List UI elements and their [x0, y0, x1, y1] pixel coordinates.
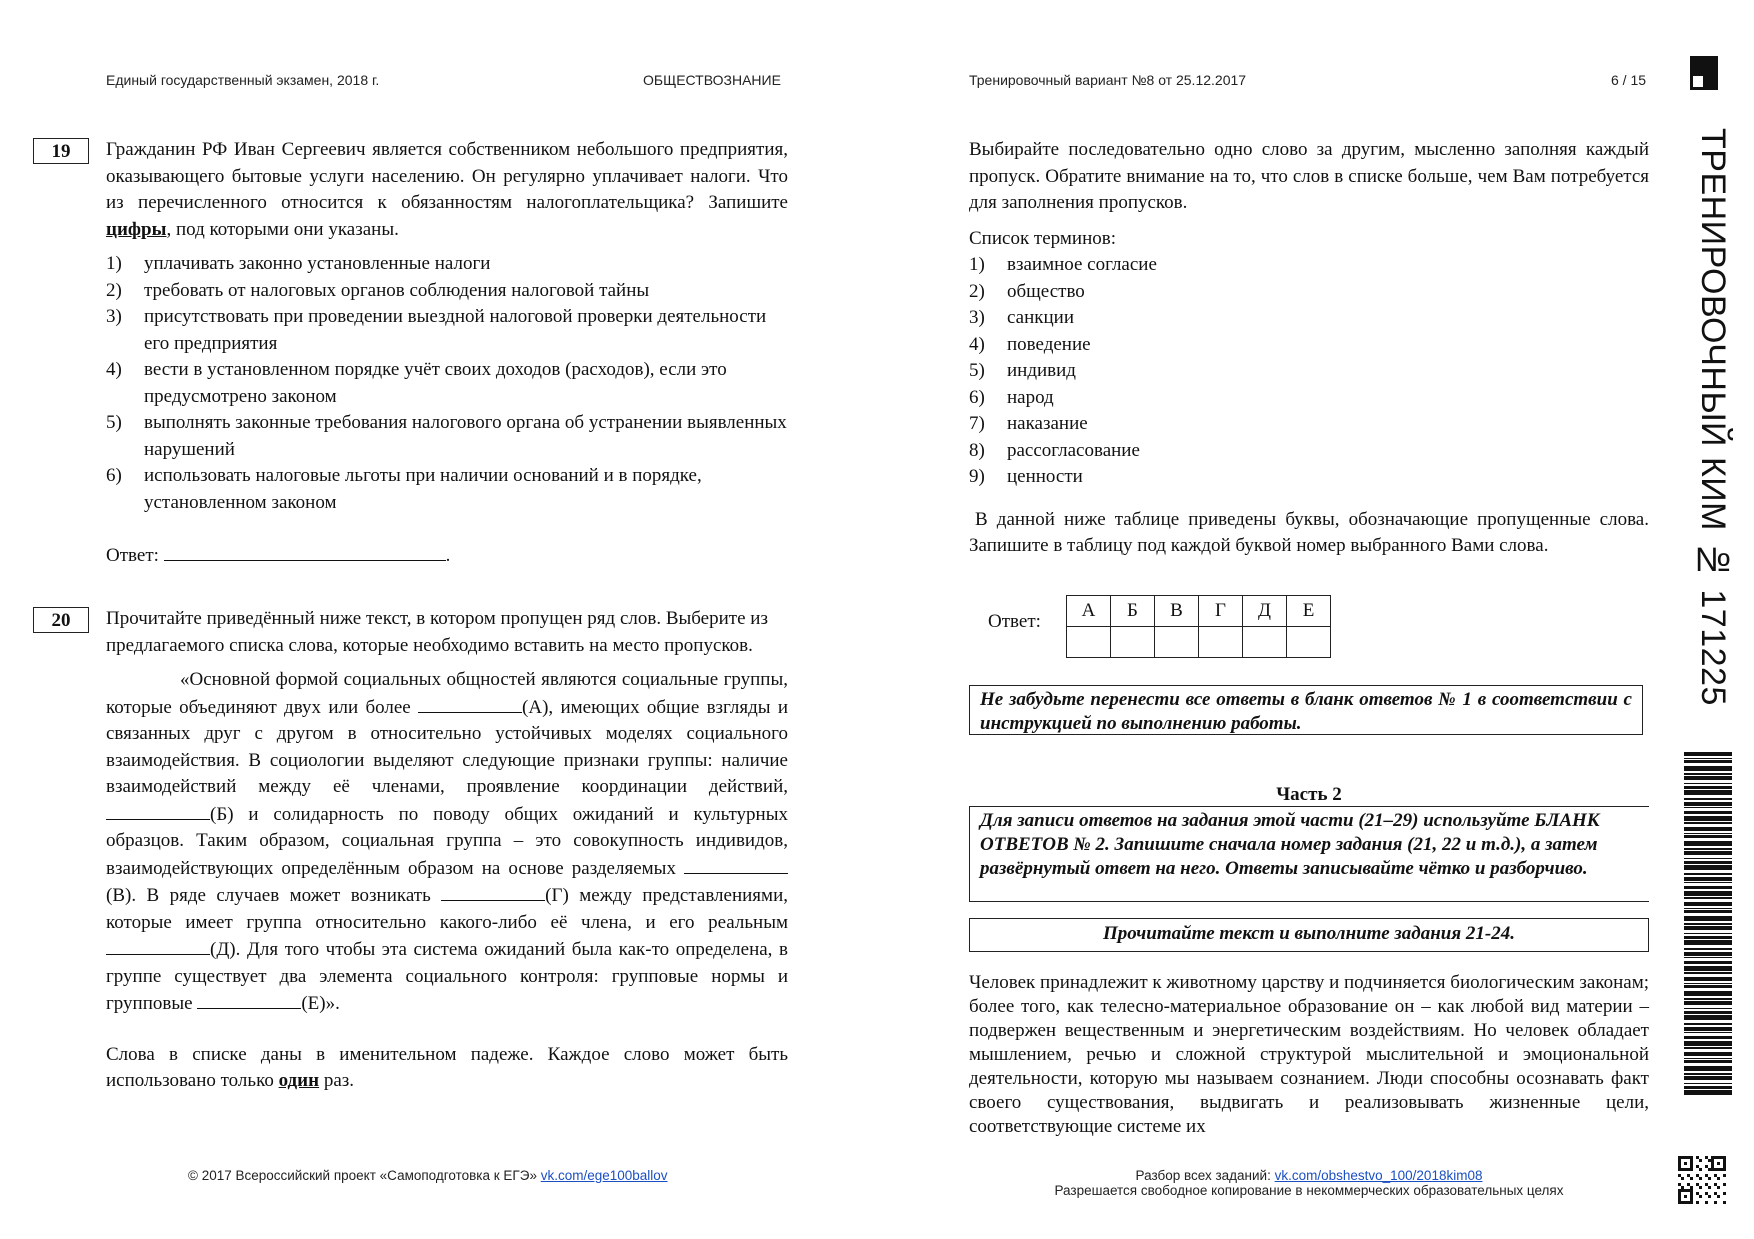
variant-title: Тренировочный вариант №8 от 25.12.2017 — [969, 72, 1247, 88]
question-19 — [106, 137, 788, 570]
term-9: 9) ценности — [969, 466, 1083, 487]
answer-cell-b[interactable] — [1111, 627, 1155, 658]
answer-cell-g[interactable] — [1199, 627, 1243, 658]
part2-title: Часть 2 — [1276, 784, 1342, 805]
option-2: 2) требовать от налоговых органов соблюдения налоговой тайны — [106, 279, 650, 301]
term-4: 4) поведение — [969, 333, 1091, 355]
table-instructions: В данной ниже таблице приведены буквы, обозначающие пропущенные слова. Запишите в таблицу под каждой буквой номер выбранного Вами слова. — [969, 508, 1649, 556]
term-1: 1) взаимное согласие — [969, 254, 1157, 275]
question-19-text: Гражданин РФ Иван Сергеевич является собственником небольшого предприятия, оказывающего бытовые услуги населению. Он регулярно уплачивает налоги. Что из перечисленного относится к обязанностям налогоплательщика? Запишите цифры, под которыми они указаны. — [106, 139, 788, 240]
footer-copyright-note: Разрешается свободное копирование в некоммерческих образовательных целях — [1054, 1183, 1564, 1198]
answer-cell-e[interactable] — [1287, 627, 1331, 658]
letter-b: Б — [1111, 596, 1155, 627]
selection-instructions: Выбирайте последовательно одно слово за другим, мысленно заполняя каждый пропуск. Обратите внимание на то, что слов в списке больше, чем Вам потребуется для заполнения пропусков. — [969, 139, 1649, 213]
question-20-number: 20 — [33, 607, 89, 633]
barcode-icon — [1684, 752, 1732, 1098]
option-4: 4) вести в установленном порядке учёт своих доходов (расходов), если это предусмотрено законом — [106, 359, 727, 407]
right-column — [969, 137, 1649, 560]
page-number: 6 / 15 — [1611, 72, 1647, 88]
option-6: 6) использовать налоговые льготы при наличии оснований и в порядке, установленном законом — [106, 465, 702, 513]
answer-20-table — [1066, 595, 1331, 658]
terms-list — [969, 252, 1649, 491]
question-20-note: Слова в списке даны в именительном падеже. Каждое слово может быть использовано только один раз. — [106, 1043, 788, 1091]
term-5: 5) индивид — [969, 360, 1076, 381]
answer-cell-d[interactable] — [1243, 627, 1287, 658]
letter-g: Г — [1199, 596, 1243, 627]
term-6: 6) народ — [969, 386, 1054, 408]
reading-passage: Человек принадлежит к животному царству и подчиняется биологическим законам; более того, как телесно-материальное образование он – как любой вид материи – подвержен вещественным и энергетическим воздействиям. Но человек обладает мышлением, речью и сложной структурой мыслительной и эмоциональной деятельности, которую мы называем сознанием. Люди способны осознавать факт своего существования, выдвигать и реализовывать жизненные цели, соответствующие системе их — [969, 972, 1649, 1137]
term-3: 3) санкции — [969, 307, 1075, 328]
reminder-box: Не забудьте перенести все ответы в бланк ответов № 1 в соответствии с инструкцией по выполнению работы. — [969, 685, 1643, 735]
option-1: 1) уплачивать законно установленные налоги — [106, 253, 491, 274]
answer-cell-v[interactable] — [1155, 627, 1199, 658]
footer-left-link[interactable]: vk.com/ege100ballov — [540, 1168, 668, 1183]
question-19-options — [106, 251, 788, 516]
exam-title: Единый государственный экзамен, 2018 г. — [106, 72, 380, 88]
corner-marker-icon — [1690, 56, 1718, 90]
letter-d: Д — [1243, 596, 1287, 627]
answer-19-line[interactable] — [164, 542, 446, 561]
answer-19: Ответ: . — [106, 542, 788, 570]
term-7: 7) наказание — [969, 413, 1088, 434]
answer-cell-a[interactable] — [1067, 627, 1111, 658]
letter-a: А — [1067, 596, 1111, 627]
term-8: 8) рассогласование — [969, 439, 1140, 461]
answer-20-label: Ответ: — [988, 611, 1041, 632]
question-20-passage: «Основной формой социальных общностей являются социальные группы, которые объединяют двух или более (А), имеющих общие взгляды и связанных друг с другом в относительно устойчивых моделях социального взаимодействия. В социологии выделяют следующие признаки группы: наличие взаимодействий между её членами, проявление координации действий, (Б) и солидарность по поводу общих ожиданий и культурных образцов. Таким образом, социальная группа – это совокупность индивидов, взаимодействующих определённым образом на основе разделяемых (В). В ряде случаев может возникать (Г) между представлениями, которые имеет группа относительно какого-либо её члена, и его реальным (Д). Для того чтобы эта система ожиданий была как-то определена, в группе существует два элемента социального контроля: групповые нормы и групповые (Е)». — [106, 669, 788, 1014]
option-5: 5) выполнять законные требования налогового органа об устранении выявленных нарушений — [106, 412, 787, 460]
part2-instructions: Для записи ответов на задания этой части (21–29) используйте БЛАНК ОТВЕТОВ № 2. Запишите сначала номер задания (21, 22 и т.д.), а затем развёрнутый ответ на него. Ответы записывайте чётко и разборчиво. — [969, 806, 1649, 902]
read-task-box: Прочитайте текст и выполните задания 21-24. — [969, 918, 1649, 952]
subject-title: ОБЩЕСТВОЗНАНИЕ — [643, 72, 781, 88]
footer-right: Разбор всех заданий: vk.com/obshestvo_100/2018kim08 Разрешается свободное копирование в некоммерческих образовательных целях — [969, 1168, 1649, 1198]
terms-title: Список терминов: — [969, 227, 1116, 249]
question-20-intro: Прочитайте приведённый ниже текст, в котором пропущен ряд слов. Выберите из предлагаемого списка слова, которые необходимо вставить на место пропусков. — [106, 608, 768, 656]
term-2: 2) общество — [969, 280, 1085, 302]
letter-e: Е — [1287, 596, 1331, 627]
question-20 — [106, 606, 788, 1095]
letter-v: В — [1155, 596, 1199, 627]
option-3: 3) присутствовать при проведении выездной налоговой проверки деятельности его предприятия — [106, 306, 767, 354]
vertical-kim-title: ТРЕНИРОВОЧНЫЙ КИМ № 171225 — [1694, 128, 1732, 706]
footer-right-link[interactable]: vk.com/obshestvo_100/2018kim08 — [1274, 1168, 1483, 1183]
question-19-number: 19 — [33, 138, 89, 164]
footer-left: © 2017 Всероссийский проект «Самоподготовка к ЕГЭ» vk.com/ege100ballov — [188, 1168, 668, 1183]
qr-code-icon — [1678, 1156, 1726, 1204]
